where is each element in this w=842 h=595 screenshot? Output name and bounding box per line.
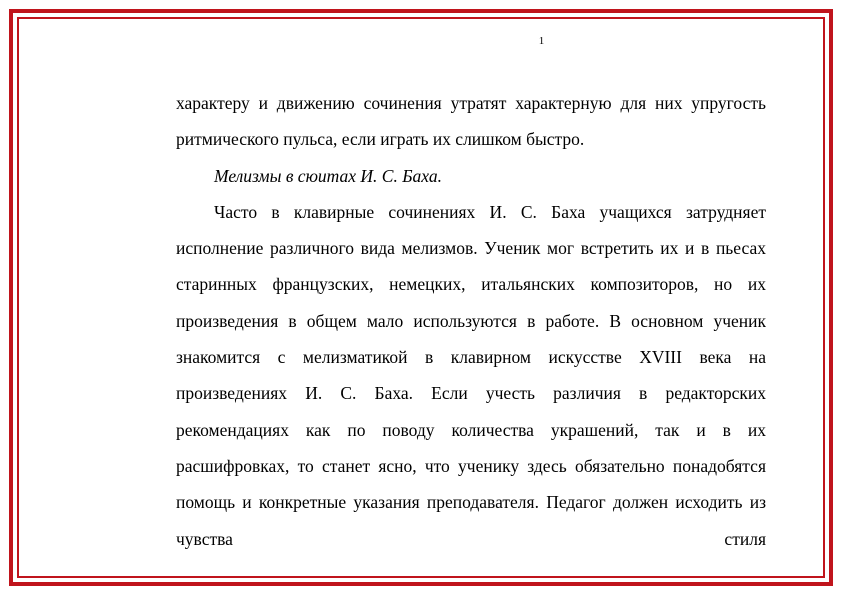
paragraph-melismas: Часто в клавирные сочинениях И. С. Баха учащихся затрудняет исполнение различного вида мелизмов. Ученик мог встретить их и в пьесах старинных французских, немецких, итальянских композиторов, но их произведения в общем мало используются в работе. В основном ученик знакомится с мелизматикой в клавирном искусстве XVIII века на произведениях И. С. Баха. Если учесть различия в редакторских рекомендациях как по поводу количества украшений, так и в их расшифровках, то станет ясно, что ученику здесь обязательно понадобятся помощь и конкретные указания преподавателя. Педагог должен исходить из чувства стиля (176, 201, 766, 549)
section-heading: Мелизмы в сюитах И. С. Баха. (214, 165, 442, 186)
body-text (176, 85, 766, 557)
page-number: 1 (538, 35, 545, 47)
paragraph-continuation: характеру и движению сочинения утратят характерную для них упругость ритмического пульса, если играть их слишком быстро. (176, 93, 766, 150)
